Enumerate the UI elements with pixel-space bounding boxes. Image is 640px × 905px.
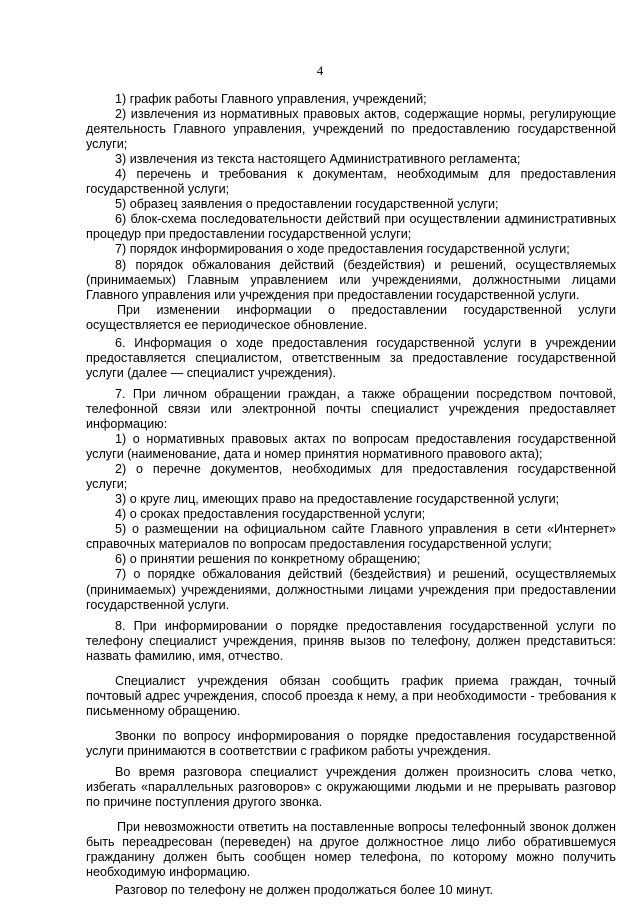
paragraph: 4) о сроках предоставления государственной услуги; (115, 507, 426, 522)
paragraph: 2) извлечения из нормативных правовых актов, содержащие нормы, регулирующие деятельность Главного управления, учреждений по предоставлению государственной услуги; (86, 107, 616, 152)
paragraph: 6) о принятии решения по конкретному обращению; (115, 552, 421, 567)
paragraph: 3) о круге лиц, имеющих право на предоставление государственной услуги; (115, 492, 560, 507)
paragraph: 1) о нормативных правовых актах по вопросам предоставления государственной услуги (наименование, дата и номер принятия нормативного правового акта); (86, 432, 616, 462)
paragraph: 7) порядок информирования о ходе предоставления государственной услуги; (115, 242, 570, 257)
paragraph: 4) перечень и требования к документам, необходимым для предоставления государственной услуги; (86, 167, 616, 197)
paragraph: 5) образец заявления о предоставлении государственной услуги; (115, 197, 499, 212)
document-body (86, 92, 616, 898)
paragraph: 5) о размещении на официальном сайте Главного управления в сети «Интернет» справочных материалов по вопросам предоставления государственной услуги; (86, 522, 616, 552)
paragraph: Разговор по телефону не должен продолжаться более 10 минут. (115, 883, 493, 898)
paragraph: 6. Информация о ходе предоставления государственной услуги в учреждении предоставляется специалистом, ответственным за предоставление государственной услуги (далее — специалист учреждения). (86, 335, 616, 380)
paragraph: 8. При информировании о порядке предоставления государственной услуги по телефону специалист учреждения, приняв вызов по телефону, должен представиться: назвать фамилию, имя, отчество. (86, 618, 616, 663)
paragraph: 7) о порядке обжалования действий (бездействия) и решений, осуществляемых (принимаемых) учреждениями, должностными лицами учреждения при предоставлении государственной услуги. (86, 567, 616, 612)
paragraph: 2) о перечне документов, необходимых для предоставления государственной услуги; (86, 462, 616, 492)
paragraph: 8) порядок обжалования действий (бездействия) и решений, осуществляемых (принимаемых) Главным управлением или учреждениями, должностными лицами Главного управления или учреждения при предоставлении государственной услуги. (86, 257, 616, 302)
paragraph: 6) блок-схема последовательности действий при осуществлении административных процедур при предоставлении государственной услуги; (86, 212, 616, 242)
paragraph: Специалист учреждения обязан сообщить график приема граждан, точный почтовый адрес учреждения, способ проезда к нему, а при необходимости - требования к письменному обращению. (86, 673, 616, 718)
paragraph: Во время разговора специалист учреждения должен произносить слова четко, избегать «параллельных разговоров» с окружающими людьми и не прерывать разговор по причине поступления другого звонка. (86, 764, 616, 810)
paragraph: 1) график работы Главного управления, учреждений; (115, 92, 427, 106)
paragraph: 3) извлечения из текста настоящего Административного регламента; (115, 152, 521, 167)
paragraph: При невозможности ответить на поставленные вопросы телефонный звонок должен быть переадресован (переведен) на другое должностное лицо либо обратившемуся гражданину должен быть сообщен номер телефона, по которому можно получить необходимую информацию. (86, 820, 616, 880)
paragraph: При изменении информации о предоставлении государственной услуги осуществляется ее периодическое обновление. (86, 302, 616, 332)
paragraph: 7. При личном обращении граждан, а также обращении посредством почтовой, телефонной связи или электронной почты специалист учреждения предоставляет информацию: (86, 386, 616, 431)
page-number: 4 (316, 63, 324, 78)
paragraph: Звонки по вопросу информирования о порядке предоставления государственной услуги принимаются в соответствии с графиком работы учреждения. (86, 728, 616, 758)
